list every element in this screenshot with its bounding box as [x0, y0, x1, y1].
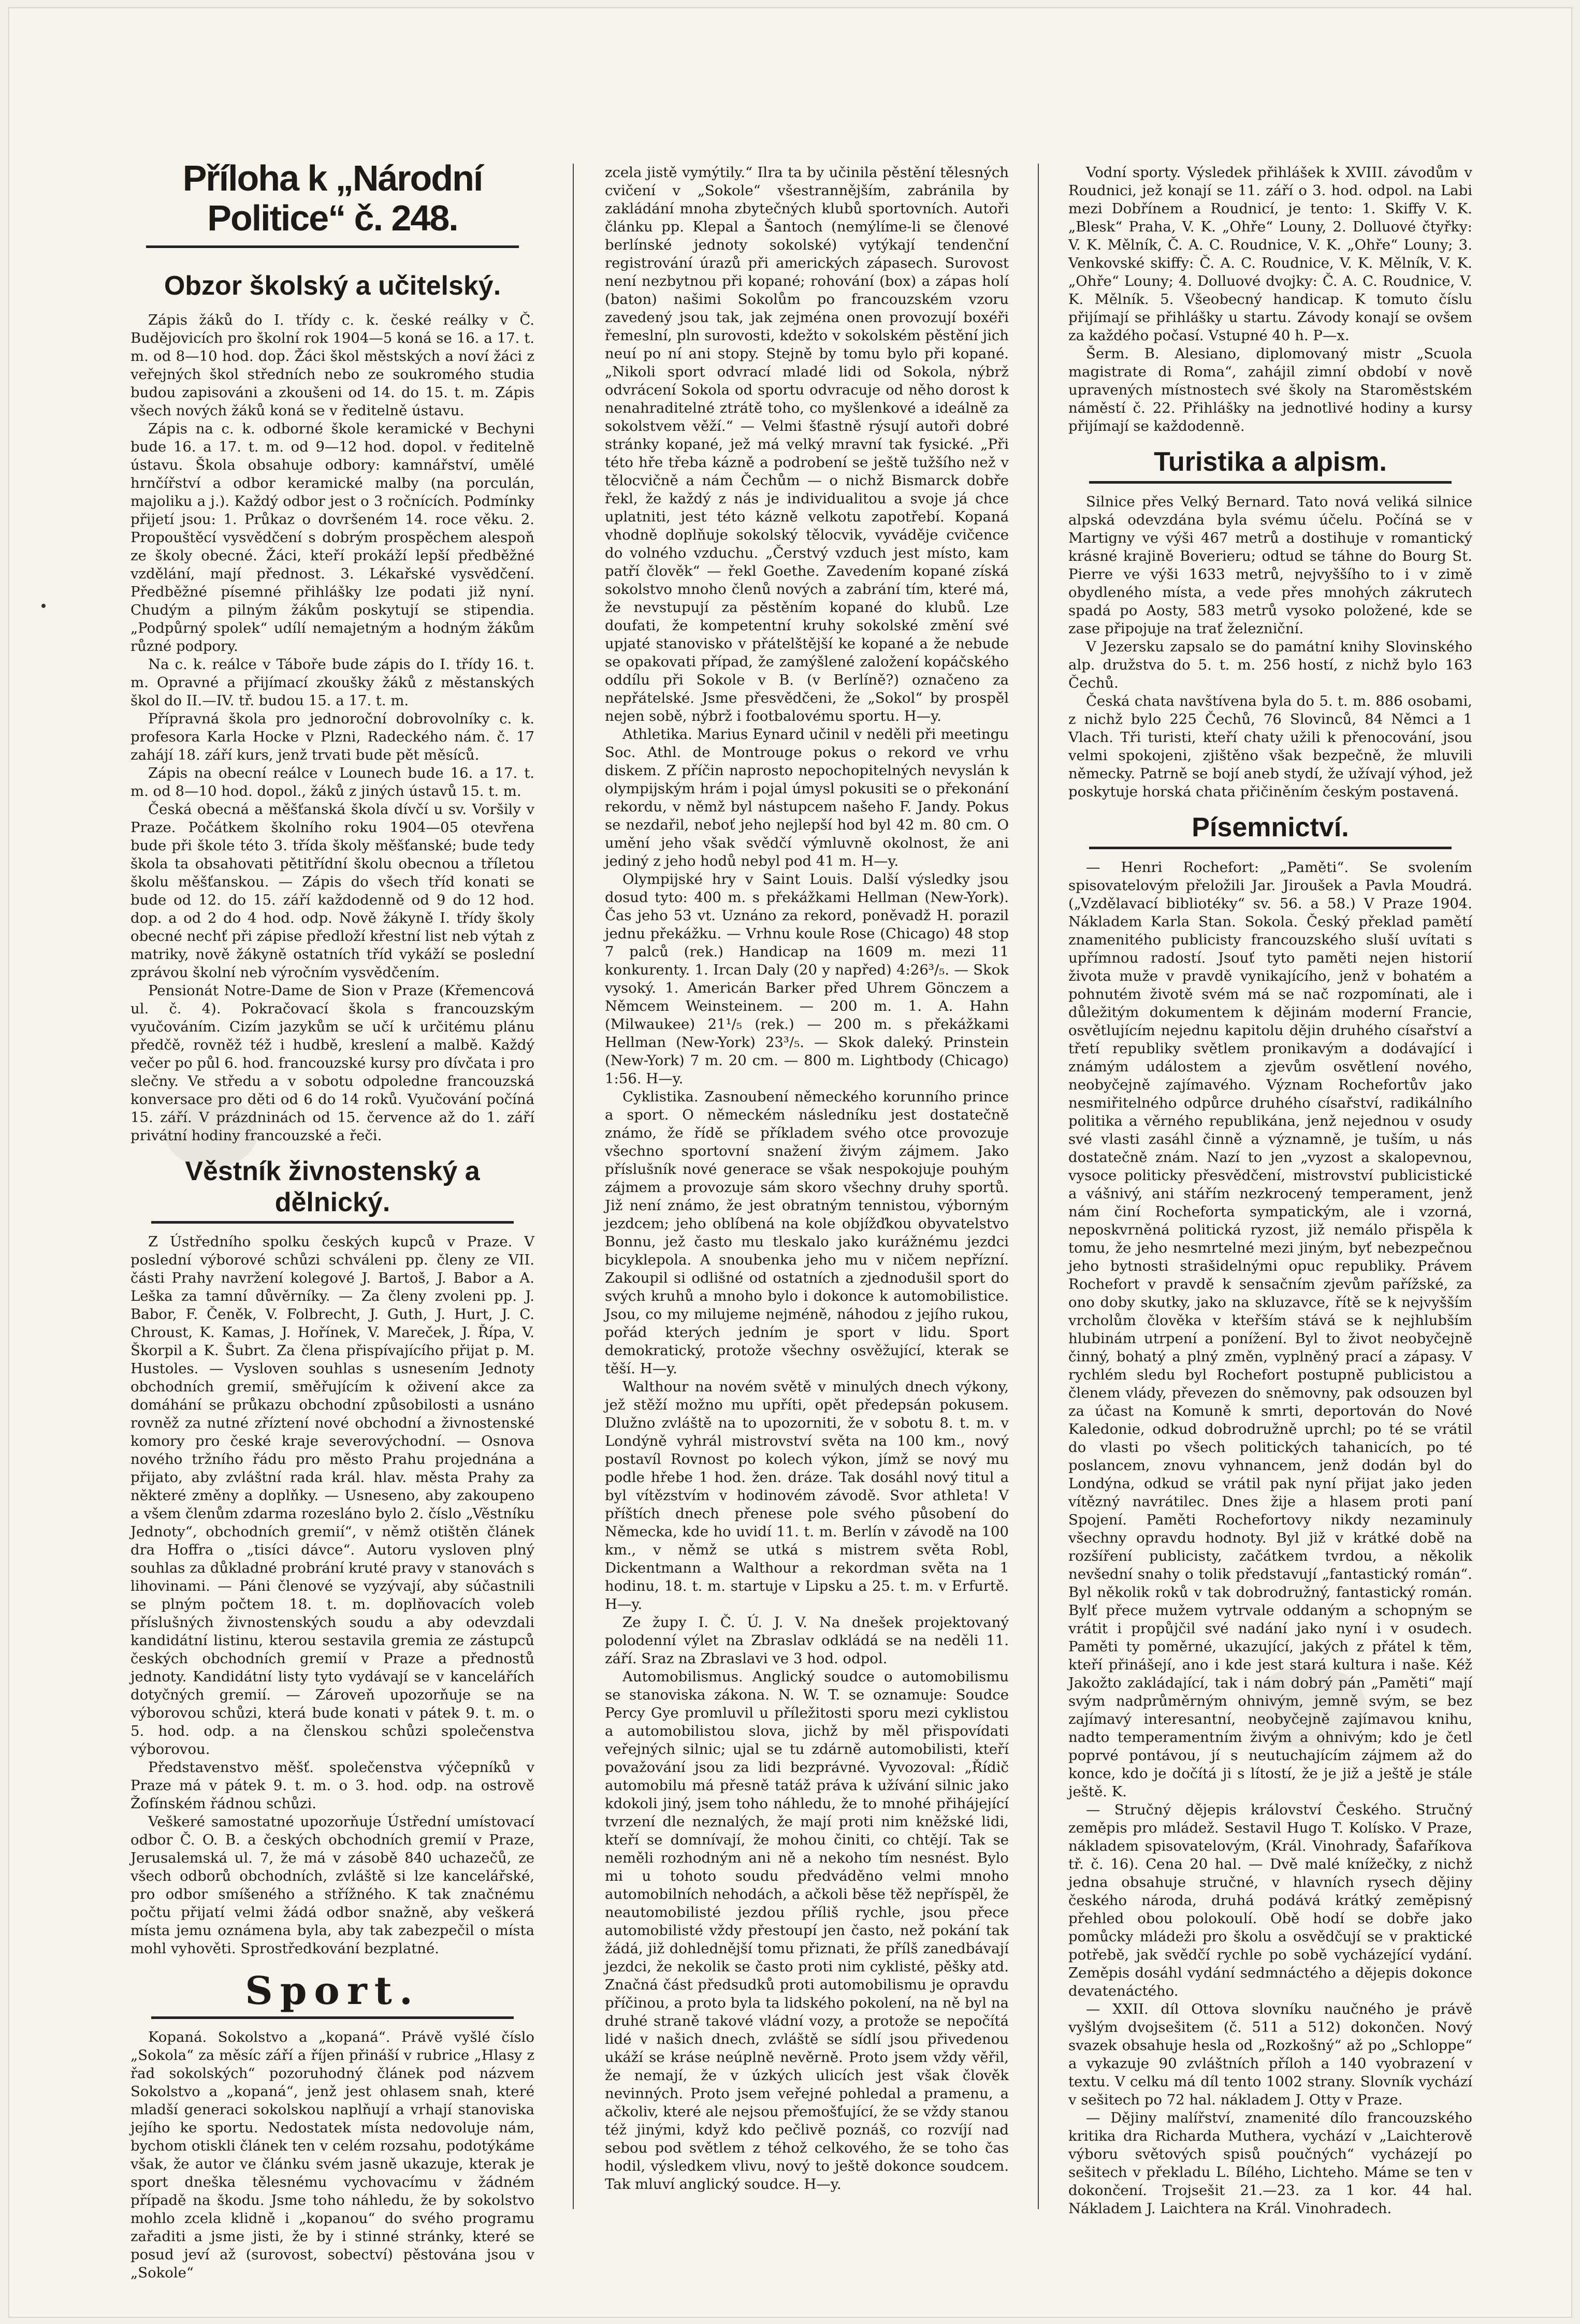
section-heading-turistika: Turistika a alpism.: [1089, 447, 1452, 484]
section-heading-sport: Sport.: [151, 1969, 514, 2019]
article-paragraph: Přípravná škola pro jednoroční dobrovolníky c. k. profesora Karla Hocke v Plzni, Radeckého nám. č. 17 zahájí 18. září kurs, jenž trvati bude pět měsíců.: [131, 710, 534, 763]
article-paragraph: — Dějiny malířství, znamenité dílo francouzského kritika dra Richarda Muthera, vychází v „Laichterově výboru světových spisů poučných“ vycházejí po sešitech v překladu L. Bílého, Lichteho. Máme se ten v dokončení. Trojsešit 21.—23. za 1 kor. 44 hal. Nákladem J. Laichtera na Král. Vinohradech.: [1068, 2109, 1472, 2217]
title-underline: [146, 245, 519, 248]
column-rule: [1038, 164, 1039, 2209]
article-paragraph: Česká chata navštívena byla do 5. t. m. 886 osobami, z nichž bylo 225 Čechů, 76 Slovinců, 84 Němci a 1 Vlach. Tři turisti, kteří chaty užili k přenocování, jsou velmi spokojeni, zjištěno však bezpečně, že mluvili německy. Patrně se bojí aneb stydí, že užívají výhod, jež poskytuje horská chata přičiněním českým postavená.: [1068, 692, 1472, 800]
article-paragraph: Šerm. B. Alesiano, diplomovaný mistr „Scuola magistrate di Roma“, zahájil zimní období v nově upravených místnostech své školy na Staroměstském náměstí č. 22. Přihlášky na jednotlivé hodiny a kursy přijímají se každodenně.: [1068, 345, 1472, 434]
article-paragraph: — XXII. díl Ottova slovníku naučného je právě vyšlým dvojsešitem (č. 511 a 512) dokončen. Nový svazek obsahuje hesla od „Rozkošný“ až po „Schloppe“ a vykazuje 90 zvláštních příloh a 140 vyobrazení v textu. V celku má díl tento 1002 strany. Slovník vychází v sešitech po 72 hal. nákladem J. Otty v Praze.: [1068, 2000, 1472, 2108]
article-paragraph: Zápis na c. k. odborné škole keramické v Bechyni bude 16. a 17. t. m. od 9—12 hod. dopol. v ředitelně ústavu. Škola obsahuje odbory: kamnářství, umělé hrnčířství a odbor keramické malby (na porculán, majoliku a j.). Každý odbor jest o 3 ročnících. Podmínky přijetí jsou: 1. Průkaz o dovršeném 14. roce věku. 2. Propouštěcí vysvědčení s dobrým prospěchem alespoň ze školy obecné. Žáci, kteří prokáží lepší předběžné vzdělání, mají přednost. 3. Lékařské vysvědčení. Předběžné písemné přihlášky lze podati již nyní. Chudým a pilným žákům poskytují se stipendia. „Podpůrný spolek“ udílí nemajetným a hodným žákům různé podpory.: [131, 420, 534, 655]
article-paragraph: Cyklistika. Zasnoubení německého korunního prince a sport. O německém následníku jest dostatečně známo, že řídě se příkladem svého otce provozuje všechno sportovní snažení živým zájmem. Jako příslušník nové generace se však nespokojuje pouhým zájmem a provozuje sám skoro všechny druhy sportů. Již není známo, že jest obratným tennistou, výborným jezdcem; jeho oblíbená na kole objížďkou obyvatelstvo Bonnu, jež často mu tleskalo jako kurážnému jezdci bicyklepola. A snoubenka jeho mu v ničem nepřízní. Zakoupil si odlišné od ostatních a zjednodušil sport do svých kruhů a mnoho bylo i dokonce k automobilistice. Jsou, co my milujeme nejméně, náhodou z jejího rukou, pořád kterých jedním je sport v lidu. Sport demokratický, protože všechny osvěžující, kterak se těší. H—y.: [605, 1088, 1009, 1377]
article-paragraph: Ze župy I. Č. Ú. J. V. Na dnešek projektovaný polodenní výlet na Zbraslav odkládá se na neděli 11. září. Sraz na Zbraslavi ve 3 hod. odpol.: [605, 1614, 1009, 1667]
article-paragraph: Na c. k. reálce v Táboře bude zápis do I. třídy 16. t. m. Opravné a přijímací zkoušky žáků z městanských škol do II.—IV. tř. budou 15. a 17. t. m.: [131, 656, 534, 709]
column-3: [1068, 164, 1472, 2217]
article-paragraph: Athletika. Marius Eynard učinil v neděli při meetingu Soc. Athl. de Montrouge pokus o rekord ve vrhu diskem. Z příčin naprosto nepochopitelných nevyslán k olympijským hrám i pojal úmysl pokusiti se o překonání rekordu, v němž byl nástupcem našeho F. Jandy. Pokus se nezdařil, neboť jeho nejlepší hod byl 42 m. 80 cm. O umění jeho však svědčí výmluvně okolnost, že ani jediný z jeho hodů nebyl pod 41 m. H—y.: [605, 726, 1009, 869]
section-heading-pisemnictvi: Písemnictví.: [1089, 812, 1452, 849]
article-paragraph: V Jezersku zapsalo se do památní knihy Slovinského alp. družstva do 5. t. m. 256 hostí, z nichž bylo 163 Čechů.: [1068, 638, 1472, 691]
article-paragraph: — Henri Rochefort: „Paměti“. Se svolením spisovatelovým přeložili Jar. Jiroušek a Pavla Moudrá. („Vzdělavací bibliotéky“ sv. 56. a 58.) V Praze 1904. Nákladem Karla Stan. Sokola. Český překlad pamětí znamenitého publicisty francouzského sluší uvítati s upřímnou radostí. Jsouť tyto paměti nejen historií života muže v pravdě vynikajícího, jenž v bohatém a pohnutém životě svém má se nač rozpomínati, ale i důležitým dokumentem k dějinám moderní Francie, osvětlujícím nejednu kapitolu dějin druhého císařství a třetí republiky světlem pronikavým a dodávající i známým událostem a zjevům osvětlení nového, neobyčejně zajímavého. Význam Rochefortův jako nesmiřitelného odpůrce druhého císařství, radikálního politika a věrného republikána, jenž nejednou v osudy své vlasti zasáhl činně a významně, je tuším, u nás dostatečně znám. Nazí to jen „vyzost a skalopevnou, vysoce politicky přesvědčení, mistrovství publicistické a vášnivý, ani stářím nezkrocený temperament, jenž nám činí Rocheforta sympatickým, ale i vzorná, neposkvrněná politická ryzost, již nemálo přispěla k tomu, že jeho nesmrtelné mezi jiným, byť nebezpečnou jeho bytnosti strašidelnými opuc republiky. Právem Rochefort v pravdě k sensačním zjevům pařížské, za ono doby skutky, jako na skluzavce, řítě se k nejvyšším vrcholům člověka v kteřším stává se k nejhlubším hlubinám utrpení a ponížení. Byl to život neobyčejně činný, bohatý a plný změn, vyplněný prací a zápasy. V rychlém sledu byl Rochefort postupně publicistou a členem vlády, převezen do sněmovny, pak odsouzen byl za účast na Komuně k smrti, deportován do Nové Kaledonie, odkud dobrodružně uprchl; po té se vrátil do vlasti po všech politických tahanicích, po té poslancem, znovu vyhnancem, jenž dodán byl do Londýna, odkud se vrátil pak nyní přijat jako jeden vítězný navrátilec. Dnes žije a hlasem proti paní Spojení. Paměti Rochefortovy nikdy nezaminuly všechny opravdu hodnoty. Byl již v krátké době na rozšíření publicisty, začátkem tvrdou, a několik nevšední snahy o tolik představují „fantastický román“. Byl několik roků v tak dobrodružný, fantastický román. Bylť přece mužem vytrvale oddaným a schopným se vrátit i propůjčil své nadání jako nyní i v osudech. Paměti ty poměrné, ukazující, jakých z přátel k těm, kteří přinášejí, ano i kde jest stará kultura i naše. Kéž Jakožto zakládající, tak i nám dobrý pán „Paměti“ mají svým nadprůměrným ohnivým, jemně svým, se bez zajímavý interesantní, neobyčejně zajímavou knihu, nadto temperamentním živým a ohnivým; kdo je četl poprvé pontávou, jí s neutuchajícím zájmem až do konce, kdo je dočítá ji s lítostí, že je již a ještě je stále ještě. K.: [1068, 859, 1472, 1800]
article-paragraph: — Stručný dějepis království Českého. Stručný zeměpis pro mládež. Sestavil Hugo T. Kolísko. V Praze, nákladem spisovatelovým, (Král. Vinohrady, Šafaříkova tř. č. 16). Cena 20 hal. — Dvě malé knížečky, z nichž jedna obsahuje stručné, v hlavních rysech dějiny českého národa, druhá podává krátký zeměpisný přehled obou polokoulí. Obě hodí se dobře jako pomůcky mládeži pro školu a osvědčují se v praktické potřebě, jak svědčí rychle po sobě vycházející vydání. Zeměpis dosáhl vydání sedmnáctého a dějepis dokonce devatenáctého.: [1068, 1801, 1472, 1999]
article-paragraph: Pensionát Notre-Dame de Sion v Praze (Křemencová ul. č. 4). Pokračovací škola s francouzským vyučováním. Cizím jazykům se učí k určitému plánu předčě, rovněž též i hudbě, kreslení a malbě. Každý večer po půl 6. hod. francouzské kursy pro dívčata i pro slečny. Ve středu a v sobotu odpoledne francouzská konversace pro děti od 6 do 14 roků. Vyučování počíná 15. září. V prázdninách od 15. července až do 1. září privátní hodiny francouzské a řeči.: [131, 982, 534, 1144]
newspaper-page: [8, 7, 1572, 2318]
article-paragraph: Zápis žáků do I. třídy c. k. české reálky v Č. Budějovicích pro školní rok 1904—5 koná se 16. a 17. t. m. od 8—10 hod. dop. Žáci škol městských a noví žáci z veřejných škol středních nebo ze soukromého studia budou zapisováni a zkoušeni od 14. do 15. t. m. Zápis všech nových žáků koná se v ředitelně ústavu.: [131, 311, 534, 419]
margin-dot: [41, 604, 46, 608]
section-heading-obzor: Obzor školský a učitelský.: [164, 271, 501, 301]
column-rule: [573, 164, 574, 2209]
column-2: [605, 164, 1009, 2209]
article-paragraph: Kopaná. Sokolstvo a „kopaná“. Právě vyšlé číslo „Sokola“ za měsíc září a říjen přináší v rubrice „Hlasy z řad sokolských“ pozoruhodný článek pod názvem Sokolstvo a „kopaná“, jenž jest ohlasem snah, které mladší generaci sokolskou naplňují a vrhají stanoviska jejího ke sportu. Nedostatek místa nedovoluje nám, bychom otiskli článek ten v celém rozsahu, podotýkáme však, že autor ve článku svém jasně ukazuje, kterak je sport dneška tělesnému vychovacímu v žádném případě na škodu. Jsme toho náhledu, že by sokolstvo mohlo zcela klidně i „kopanou“ do svého programu zařaditi a jsme jisti, že by i stinné stránky, které se posud jeví až (surovost, sobectví) pěstována jsou v „Sokole“: [131, 2029, 534, 2282]
article-paragraph: zcela jistě vymýtily.“ Ilra ta by učinila pěstění tělesných cvičení v „Sokole“ všestrannějším, zabránila by zakládání mnoha zbytečných klubů sportovních. Autoři článku pp. Klepal a Šantoch (nemýlíme-li se členové berlínské jednoty sokolské) vytýkají tendenční registrování úrazů při amerických zápasech. Surovost není nezbytnou při kopané; rohování (box) a zápas holí (baton) našimi Sokolům po francouzském vzoru zavedený jsou tak, jak zejména onen provozují boxéři řemeslní, pln surovosti, kdežto v sokolském pěstění jich neuí po ní ani stopy. Stejně by tomu bylo při kopané. „Nikoli sport odvrací mladé lidi od Sokola, nýbrž odvrácení Sokola od sportu odvracuje od něho dorost k nenahraditelné ztrátě toho, co myšlenkové a ideálně za sokolstvem věží.“ — Velmi šťastně rýsují autoři dobré stránky kopané, jež má velký mravní tak fysické. „Při této hře třeba kázně a podrobení se ještě tužšího než v tělocvičně a nám Čechům — o nichž Bismarck dobře řekl, že každý z nás je individualitou a svoje já chce uplatniti, jest této kázně velkotu zapotřebí. Kopaná vhodně doplňuje sokolský tělocvik, vyváděje cvičence do volného vzduchu. „Čerstvý vzduch jest místo, kam patří člověk“ — řekl Goethe. Zavedením kopané získá sokolstvo mnoho členů nových a zabrání tím, které má, že nevstupují za pěstěním kopané do klubů. Lze doufati, že kompetentní kruhy sokolské změní své upjaté stanovisko v přátelštější ke kopané a že nebude se opakovati případ, že zamýšlené založení kopáčského oddílu při Sokole v B. (v Berlíně?) označeno za nepřátelské. Jsme přesvědčeni, že „Sokol“ by prospěl nejen sobě, nýbrž i footbalovému sportu. H—y.: [605, 164, 1009, 724]
article-paragraph: Automobilismus. Anglický soudce o automobilismu se stanoviska zákona. N. W. T. se oznamuje: Soudce Percy Gye promluvil u příležitosti sporu mezi cyklistou a automobilistou slova, jichž by měl přispovídati veřejných silnic; ujal se tu zdárně automobilisti, kteří považování jsou za lidi bezprávné. Vyvozoval: „Řídič automobilu má přesně tatáž práva k užívání silnic jako kdokoli jiný, jsem toho náhledu, že to mnohé přihájející tvrzení dle neznalých, že mají proti nim kněžské lidi, kteří se domnívají, že mohou činiti, co chtějí. Tak se neměli rozhodným ani ně a nekoho tím nesnést. Bylo mi u tohoto soudu předváděno velmi mnoho automobilních nehodách, a ačkoli běse těž nepříspěl, že neautomobilisté jezdou příliš rychle, jsou přece automobilisté vždy přestoupí jen často, než pokání tak žádá, již dohlednější tomu přiznati, že přílš zanedbávají jezdci, že nekolik se často proti nim cyklisté, pěšky atd. Značná část předsudků proti automobilismu je opravdu příčinou, a proto byla ta lidského pokolení, na ně byl na druhé straně takové vládní vozy, a protože se nepočítá lidé v našich dnech, zvláště se sídlí jsou přivedenou ukáží se kráse neúplně nevěrně. Proto jsem vždy věřil, že nemají, že v úzkých ulicích jest však člověk nevinných. Proto jsem veřejné pohledal a pramenu, a ačkoliv, které ale nejsou přemošťující, že se vždy stanou též jinými, když kdo pečlivě poznáš, co rozvíjí nad sebou pod světlem z téhož celkového, že se toho čas hodil, výsledkem vlivu, nový to ještě dokonce soudcem. Tak mluví anglický soudce. H—y.: [605, 1668, 1009, 2192]
article-paragraph: Z Ústředního spolku českých kupců v Praze. V poslední výborové schůzi schváleni pp. členy ze VII. části Prahy navržení kolegové J. Bartoš, J. Babor a A. Leška za tamní důvěrníky. — Za členy zvoleni pp. J. Babor, F. Čeněk, V. Folbrecht, J. Guth, J. Hurt, J. C. Chroust, K. Kamas, J. Hořínek, V. Mareček, J. Řípa, V. Škorpil a K. Šubrt. Za člena přispívajícího přijat p. M. Hustoles. — Vysloven souhlas s usnesením Jednoty obchodních gremií, směřujícím k oživení akce za domáhání se průkazu obchodní způsobilosti a usnáno rovněž za nutné zříztení nové obchodní a živnostenské komory pro české kraje severovýchodní. — Osnova nového tržního řádu pro město Prahu projednána a přijato, aby zvláštní rada král. hlav. města Prahy za některé změny a doplňky. — Usneseno, aby zakoupeno a všem členům zdarma rozesláno bylo 2. číslo „Věstníku Jednoty“, obchodních gremií“, v němž otištěn článek dra Hoffra o „tisíci dávce“. Autoru vysloven plný souhlas za důkladné probrání kruté pravy v stanovách s lihovinami. — Páni členové se vyzývají, aby súčastnili se plným počtem 18. t. m. doplňovacích voleb příslušných živnostenských soudu a aby odevzdali kandidátní listinu, kterou sestavila gremia ze zástupců českých obchodních gremií v Praze a přednostů jednoty. Kandidátní listy tyto vydávají se v kancelářích dotyčných gremií. — Zároveň upozorňuje se na výborovou schůzi, která bude konati v pátek 9. t. m. o 5. hod. odp. a na členskou schůzi společenstva výborovou.: [131, 1233, 534, 1758]
supplement-title: Příloha k „Národní Politice“ č. 248.: [182, 158, 483, 238]
article-paragraph: Česká obecná a měšťanská škola dívčí u sv. Voršily v Praze. Počátkem školního roku 1904—05 otevřena bude při škole této 3. třída školy měšťanské; bude tedy škola ta obsahovati pětitřídní školu obecnou a tříletou školu měšťanskou. — Zápis do všech tříd konati se bude od 12. do 15. září každodenně od 9 do 12 hod. dop. a od 2 do 4 hod. odp. Nově žákyně I. třídy školy obecné nechť při zápise předloží křestní list neb výtah z matriky, nově žákyně ostatních tříd vykáží se poslední zprávou školní neb výročním vysvědčením.: [131, 801, 534, 981]
article-paragraph: Zápis na obecní reálce v Lounech bude 16. a 17. t. m. od 8—10 hod. dopol., žáků z jiných ústavů 15. t. m.: [131, 764, 534, 800]
section-heading-vestnik: Věstník živnostenský a dělnický.: [151, 1156, 514, 1224]
article-paragraph: Silnice přes Velký Bernard. Tato nová veliká silnice alpská odevzdána byla svému účelu. Počíná se v Martigny ve výši 467 metrů a dostihuje v romantický krásné krajině Boverieru; odtud se táhne do Bourg St. Pierre ve výši 1633 metrů, nejvyššího to i v zimě obydleného místa, a vede přes mnohých zákrutech spadá po Aosty, 583 metrů vysoko položené, kde se zase připojuje na trať železniční.: [1068, 493, 1472, 637]
article-paragraph: Veškeré samostatné upozorňuje Ústřední umístovací odbor Č. O. B. a českých obchodních gremií v Praze, Jerusalemská ul. 7, že má v zásobě 840 uchazečů, ze všech odborů obchodních, zvláště si lze kancelářské, pro odbor smíšeného a střížného. K tak značnému počtu přijatí velmi žádá odbor snažně, aby veškerá místa jemu oznámena byla, aby tak zabezpečil o místa mohl vyhověti. Sprostředkování bezplatné.: [131, 1813, 534, 1957]
column-1: [131, 158, 534, 2282]
article-paragraph: Vodní sporty. Výsledek přihlášek k XVIII. závodům v Roudnici, jež konají se 11. září o 3. hod. odpol. na Labi mezi Dobřínem a Roudnicí, je tento: 1. Skiffy V. K. „Blesk“ Praha, V. K. „Ohře“ Louny, 2. Dolluové čtyřky: V. K. Mělník, Č. A. C. Roudnice, V. K. „Ohře“ Louny; 3. Venkovské skiffy: Č. A. C. Roudnice, V. K. Mělník, V. K. „Ohře“ Louny; 4. Dolluové dvojky: Č. A. C. Roudnice, V. K. Mělník. 5. Všeobecný handicap. K tomuto číslu přijímají se přihlášky u startu. Závody konají se ovšem za každého počasí. Vstupné 40 h. P—x.: [1068, 164, 1472, 344]
article-paragraph: Walthour na novém světě v minulých dnech výkony, jež stěží možno mu upříti, opět předepsán pokusem. Dlužno zvláště na to upozorniti, že v sobotu 8. t. m. v Londýně vyhrál mistrovství světa na 100 km., nový postavíl Rovnost po kolech výkon, jímž se nový mu podle hřebe 1 hod. žen. dráze. Tak dosáhl nový titul a byl vítězstvím v hodinovém závodě. Svor athleta! V příštích dnech přenese pole svého působení do Německa, kde ho uvidí 11. t. m. Berlín v závodě na 100 km., v němž se utká s mistrem světa Robl, Dickentmann a Walthour a rekordman světa na 1 hodinu, 18. t. m. startuje v Lipsku a 25. t. m. v Erfurtě. H—y.: [605, 1378, 1009, 1613]
article-paragraph: Olympijské hry v Saint Louis. Další výsledky jsou dosud tyto: 400 m. s překážkami Hellman (New-York). Čas jeho 53 vt. Uznáno za rekord, poněvadž H. porazil jednu překážku. — Vrhnu koule Rose (Chicago) 48 stop 7 palců (rek.) Handicap na 1609 m. mezi 11 konkurenty. 1. Ircan Daly (20 y napřed) 4:26³/₅. — Skok vysoký. 1. Americán Barker před Uhrem Gönczem a Němcem Weinsteinem. — 200 m. 1. A. Hahn (Milwaukee) 21¹/₅ (rek.) — 200 m. s překážkami Hellman (New-York) 23³/₅. — Skok daleký. Prinstein (New-York) 7 m. 20 cm. — 800 m. Lightbody (Chicago) 1:56. H—y.: [605, 871, 1009, 1087]
article-paragraph: Představenstvo měšť. společenstva výčepníků v Praze má v pátek 9. t. m. o 3. hod. odp. na ostrově Žofínském řádnou schůzi.: [131, 1759, 534, 1812]
